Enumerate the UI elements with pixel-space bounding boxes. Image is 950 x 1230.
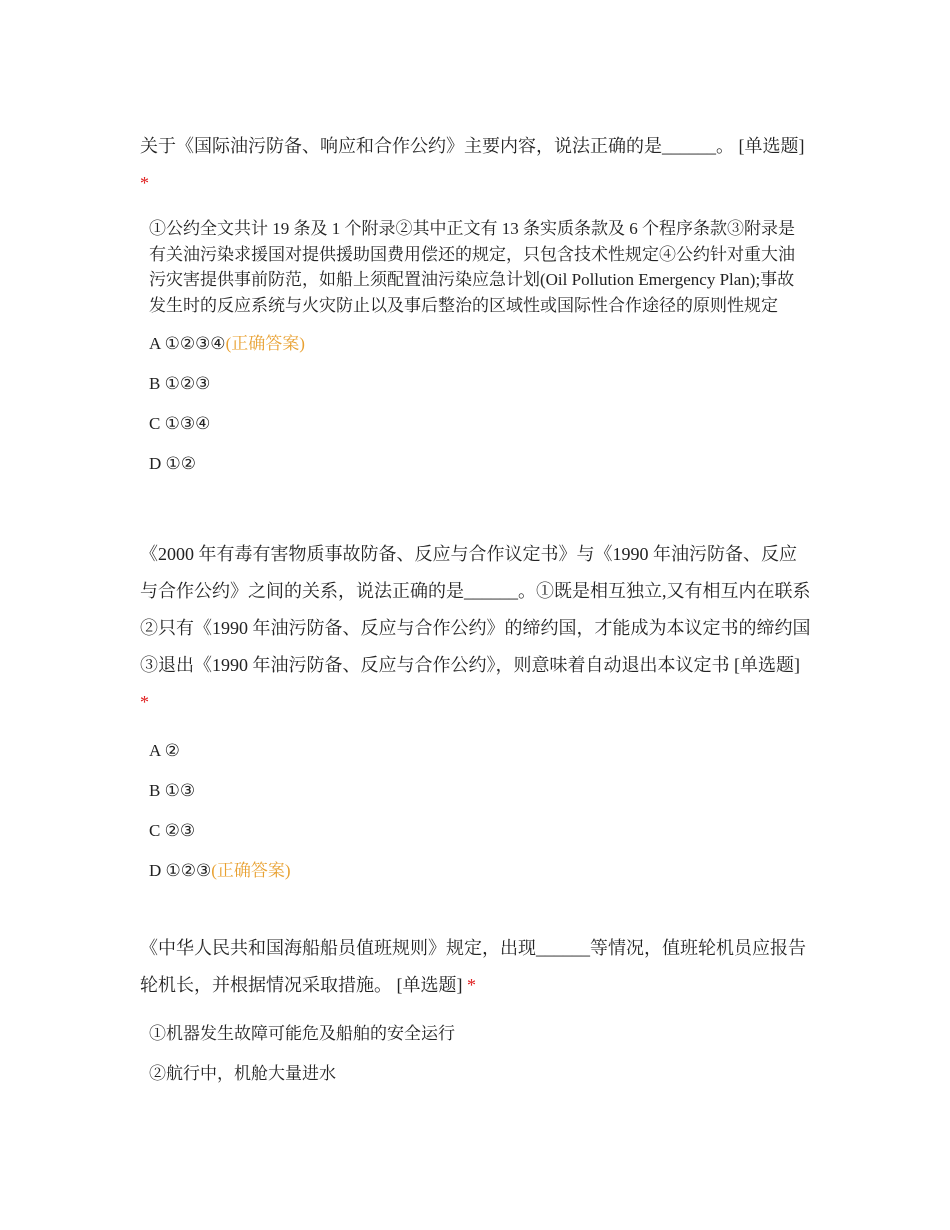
- option-2d[interactable]: [149, 851, 812, 891]
- correct-answer-label: (正确答案): [211, 861, 291, 880]
- option-2d-text: D ①②③: [149, 861, 212, 880]
- option-1b-text: B ①②③: [149, 374, 211, 393]
- question-1: [140, 128, 812, 484]
- question-3-title-text: 《中华人民共和国海船船员值班规则》规定，出现______等情况，值班轮机员应报告轮机长，并根据情况采取措施。 [单选题]: [140, 938, 806, 995]
- required-mark: *: [140, 173, 149, 193]
- option-1d[interactable]: [149, 444, 812, 484]
- option-3b-text: ②航行中，机舱大量进水: [149, 1064, 336, 1083]
- option-2c[interactable]: [149, 811, 812, 851]
- question-3: [140, 930, 812, 1094]
- option-1c[interactable]: [149, 404, 812, 444]
- question-3-title: [140, 930, 812, 1004]
- option-1d-text: D ①②: [149, 454, 197, 473]
- question-2-title-text: 《2000 年有毒有害物质事故防备、反应与合作议定书》与《1990 年油污防备、反应与合作公约》之间的关系，说法正确的是______。①既是相互独立,又有相互内在联系②只有《1990 年油污防备、反应与合作公约》的缔约国，才能成为本议定书的缔约国③退出《1990 年油污防备、反应与合作公约》，则意味着自动退出本议定书 [单选题]: [140, 544, 811, 675]
- required-mark: *: [140, 692, 149, 712]
- required-mark: *: [467, 975, 476, 995]
- option-3a-text: ①机器发生故障可能危及船舶的安全运行: [149, 1024, 455, 1043]
- question-2-title: [140, 536, 812, 721]
- option-1a-text: A ①②③④: [149, 334, 226, 353]
- option-1c-text: C ①③④: [149, 414, 211, 433]
- option-3a[interactable]: [149, 1014, 812, 1054]
- option-1b[interactable]: [149, 364, 812, 404]
- question-1-title: [140, 128, 812, 202]
- option-3b[interactable]: [149, 1054, 812, 1094]
- question-1-title-text: 关于《国际油污防备、响应和合作公约》主要内容，说法正确的是______。 [单选题]: [140, 136, 805, 156]
- option-2b-text: B ①③: [149, 781, 196, 800]
- question-3-options: [149, 1014, 812, 1094]
- question-2-options: [149, 731, 812, 891]
- question-2: [140, 536, 812, 891]
- question-1-description: ①公约全文共计 19 条及 1 个附录②其中正文有 13 条实质条款及 6 个程序条款③附录是有关油污染求援国对提供援助国费用偿还的规定，只包含技术性规定④公约针对重大油污灾害提供事前防范，如船上须配置油污染应急计划(Oil Pollution Emergency Plan);事故发生时的反应系统与火灾防止以及事后整治的区域性或国际性合作途径的原则性规定: [149, 219, 795, 315]
- option-1a[interactable]: [149, 324, 812, 364]
- option-2b[interactable]: [149, 771, 812, 811]
- option-2a[interactable]: [149, 731, 812, 771]
- option-2c-text: C ②③: [149, 821, 196, 840]
- option-2a-text: A ②: [149, 741, 180, 760]
- question-1-options: [149, 324, 812, 484]
- correct-answer-label: (正确答案): [225, 334, 305, 353]
